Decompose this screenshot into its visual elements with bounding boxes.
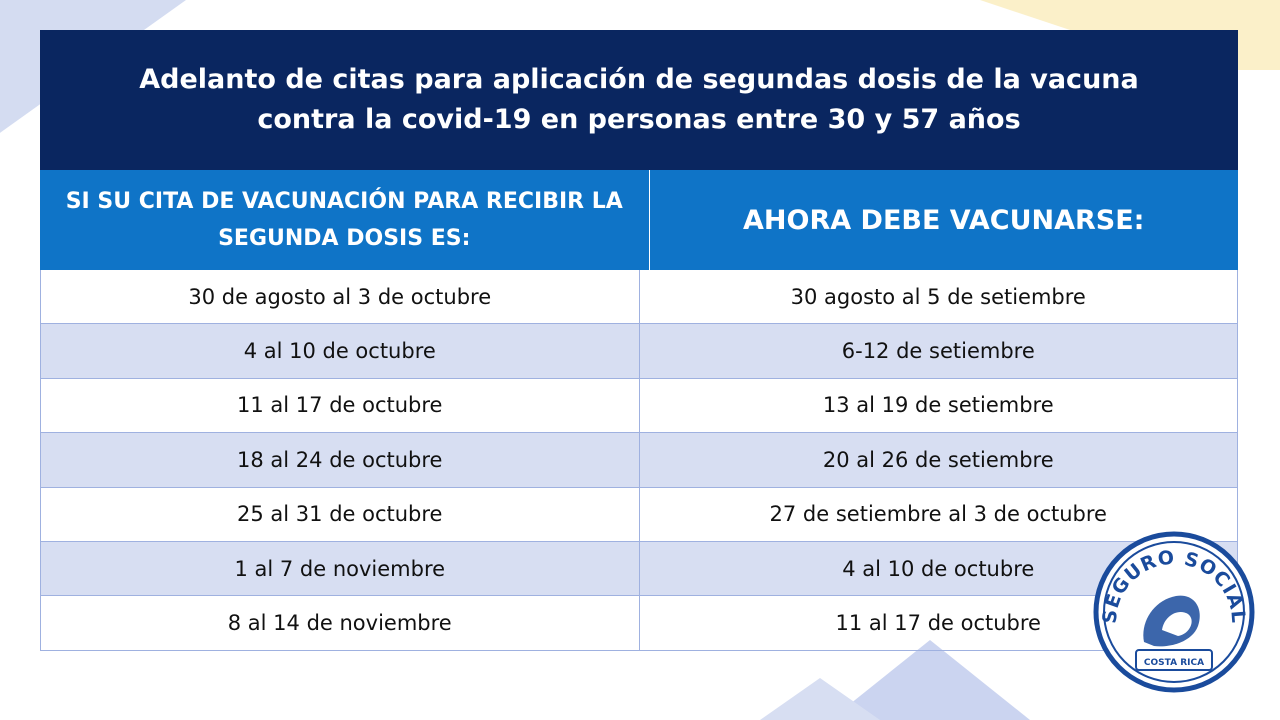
title-line-2: contra la covid-19 en personas entre 30 y 57 años	[257, 104, 1021, 135]
new-date-cell: 30 agosto al 5 de setiembre	[790, 284, 1086, 309]
new-date-cell: 27 de setiembre al 3 de octubre	[769, 502, 1107, 527]
seguro-social-logo	[1092, 530, 1256, 694]
schedule-table	[40, 30, 1238, 651]
title-banner	[40, 30, 1238, 170]
new-date-cell: 13 al 19 de setiembre	[822, 393, 1054, 418]
current-date-cell: 8 al 14 de noviembre	[41, 596, 640, 649]
current-date-cell: 1 al 7 de noviembre	[41, 542, 640, 595]
header-new-date: AHORA DEBE VACUNARSE:	[650, 170, 1239, 270]
table-row	[41, 542, 1237, 596]
current-date-cell: 30 de agosto al 3 de octubre	[41, 270, 640, 323]
current-date-cell: 18 al 24 de octubre	[41, 433, 640, 486]
table-row	[41, 596, 1237, 650]
current-date-cell: 11 al 17 de octubre	[41, 379, 640, 432]
table-row	[41, 488, 1237, 542]
title-line-1: Adelanto de citas para aplicación de segundas dosis de la vacuna	[139, 64, 1139, 95]
current-date-cell: 25 al 31 de octubre	[41, 488, 640, 541]
header-current-date: SI SU CITA DE VACUNACIÓN PARA RECIBIR LA SEGUNDA DOSIS ES:	[40, 170, 650, 270]
current-date-cell: 4 al 10 de octubre	[41, 324, 640, 377]
table-row	[41, 270, 1237, 324]
new-date-cell: 20 al 26 de setiembre	[822, 447, 1054, 472]
table-row	[41, 433, 1237, 487]
logo-text-bottom: COSTA RICA	[1143, 658, 1205, 668]
new-date-cell: 6-12 de setiembre	[841, 339, 1035, 364]
table-header	[40, 170, 1238, 270]
table-body	[40, 270, 1238, 651]
table-row	[41, 379, 1237, 433]
new-date-cell: 4 al 10 de octubre	[842, 556, 1035, 581]
new-date-cell: 11 al 17 de octubre	[835, 611, 1041, 636]
table-row	[41, 324, 1237, 378]
logo-text-top: SEGURO SOCIAL	[1098, 546, 1250, 625]
